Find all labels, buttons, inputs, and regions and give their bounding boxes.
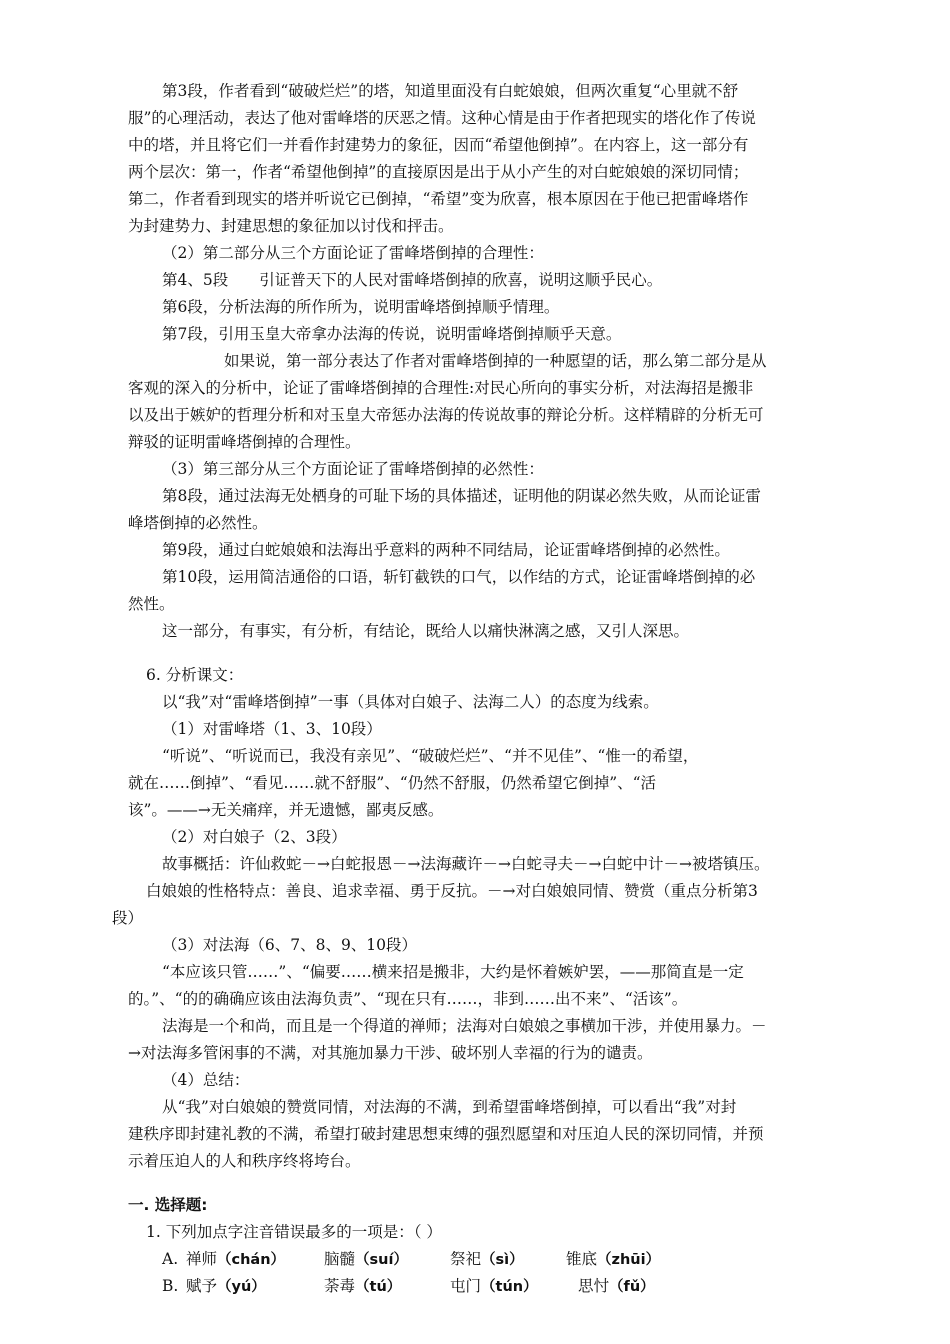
paragraph-line: 以“我”对“雷峰塔倒掉”一事（具体对白娘子、法海二人）的态度为线索。 — [162, 693, 659, 711]
paragraph-line: 第7段，引用玉皇大帝拿办法海的传说，说明雷峰塔倒掉顺乎天意。 — [162, 325, 622, 343]
paragraph-line: →对法海多管闲事的不满，对其施加暴力干涉、破坏别人幸福的行为的谴责。 — [128, 1044, 653, 1062]
paragraph-line: 段） — [112, 909, 144, 927]
paragraph-line: 以及出于嫉妒的哲理分析和对玉皇大帝惩办法海的传说故事的辩论分析。这样精辟的分析无可 — [128, 406, 764, 424]
paragraph-line: 这一部分，有事实，有分析，有结论，既给人以痛快淋漓之感，又引人深思。 — [162, 622, 690, 640]
paragraph-line: 白娘娘的性格特点：善良、追求幸福、勇于反抗。－→对白娘娘同情、赞赏（重点分析第3 — [146, 882, 758, 900]
numbered-heading: 6. 分析课文： — [146, 666, 244, 684]
paragraph-line: “本应该只管……”、“偏要……横来招是搬非，大约是怀着嫉妒罢，——那简直是一定 — [162, 963, 744, 981]
option-item: 禅师（chán） — [186, 1250, 286, 1268]
paragraph-line: 示着压迫人的人和秩序终将垮台。 — [128, 1152, 361, 1170]
paragraph-line: 建秩序即封建礼教的不满，希望打破封建思想束缚的强烈愿望和对压迫人民的深切同情，并预 — [128, 1125, 764, 1143]
subsection-heading: （3）第三部分从三个方面论证了雷峰塔倒掉的必然性： — [162, 460, 544, 478]
option-item: 祭祀（sì） — [450, 1250, 524, 1268]
subsection-heading: （2）第二部分从三个方面论证了雷峰塔倒掉的合理性： — [162, 244, 544, 262]
paragraph-line: 第9段，通过白蛇娘娘和法海出乎意料的两种不同结局，论证雷峰塔倒掉的必然性。 — [162, 541, 730, 559]
paragraph-line: 从“我”对白娘娘的赞赏同情，对法海的不满，到希望雷峰塔倒掉，可以看出“我”对封 — [162, 1098, 737, 1116]
paragraph-line: 辩驳的证明雷峰塔倒掉的合理性。 — [128, 433, 361, 451]
paragraph-line: 第6段，分析法海的所作所为，说明雷峰塔倒掉顺乎情理。 — [162, 298, 560, 316]
paragraph-line: 如果说，第一部分表达了作者对雷峰塔倒掉的一种愿望的话，那么第二部分是从 — [224, 352, 767, 370]
option-label: B. — [162, 1277, 179, 1295]
paragraph-line: 第3段，作者看到“破破烂烂”的塔，知道里面没有白蛇娘娘，但两次重复“心里就不舒 — [162, 82, 739, 100]
paragraph-line: 法海是一个和尚，而且是一个得道的禅师；法海对白娘娘之事横加干涉，并使用暴力。－ — [162, 1017, 767, 1035]
paragraph-line: 第4、5段 引证普天下的人民对雷峰塔倒掉的欣喜，说明这顺乎民心。 — [162, 271, 663, 289]
subsection-heading: （2）对白娘子（2、3段） — [162, 828, 347, 846]
paragraph-line: 然性。 — [128, 595, 175, 613]
section-title: 一. 选择题: — [128, 1196, 208, 1214]
option-item: 思忖（fǔ） — [578, 1277, 655, 1295]
paragraph-line: 故事概括：许仙救蛇－→白蛇报恩－→法海藏许－→白蛇寻夫－→白蛇中计－→被塔镇压。 — [162, 855, 770, 873]
paragraph-line: 客观的深入的分析中，论证了雷峰塔倒掉的合理性:对民心所向的事实分析，对法海招是搬非 — [128, 379, 754, 397]
paragraph-line: “听说”、“听说而已，我没有亲见”、“破破烂烂”、“并不见佳”、“惟一的希望， — [162, 747, 699, 765]
paragraph-line: 的。”、“的的确确应该由法海负责”、“现在只有……，非到……出不来”、“活该”。 — [128, 990, 688, 1008]
subsection-heading: （1）对雷峰塔（1、3、10段） — [162, 720, 382, 738]
question-stem: 1. 下列加点字注音错误最多的一项是：（ ） — [146, 1223, 442, 1241]
paragraph-line: 第10段，运用简洁通俗的口语，斩钉截铁的口气，以作结的方式，论证雷峰塔倒掉的必 — [162, 568, 756, 586]
paragraph-line: 该”。——→无关痛痒，并无遗憾，鄙夷反感。 — [128, 801, 444, 819]
paragraph-line: 中的塔，并且将它们一并看作封建势力的象征，因而“希望他倒掉”。在内容上，这一部分有 — [128, 136, 749, 154]
option-item: 屯门（tún） — [450, 1277, 538, 1295]
paragraph-line: 为封建势力、封建思想的象征加以讨伐和抨击。 — [128, 217, 454, 235]
paragraph-line: 第8段，通过法海无处栖身的可耻下场的具体描述，证明他的阴谋必然失败，从而论证雷 — [162, 487, 761, 505]
option-item: 锥底（zhūi） — [566, 1250, 661, 1268]
paragraph-line: 就在……倒掉”、“看见……就不舒服”、“仍然不舒服，仍然希望它倒掉”、“活 — [128, 774, 657, 792]
option-item: 赋予（yú） — [186, 1277, 266, 1295]
subsection-heading: （3）对法海（6、7、8、9、10段） — [162, 936, 418, 954]
paragraph-line: 两个层次：第一，作者“希望他倒掉”的直接原因是出于从小产生的对白蛇娘娘的深切同情； — [128, 163, 749, 181]
paragraph-line: 服”的心理活动，表达了他对雷峰塔的厌恶之情。这种心情是由于作者把现实的塔化作了传说 — [128, 109, 756, 127]
option-item: 荼毒（tú） — [324, 1277, 402, 1295]
subsection-heading: （4）总结： — [162, 1071, 250, 1089]
option-label: A. — [162, 1250, 179, 1268]
paragraph-line: 峰塔倒掉的必然性。 — [128, 514, 268, 532]
option-item: 脑髓（suí） — [324, 1250, 408, 1268]
paragraph-line: 第二，作者看到现实的塔并听说它已倒掉，“希望”变为欣喜，根本原因在于他已把雷峰塔作 — [128, 190, 749, 208]
